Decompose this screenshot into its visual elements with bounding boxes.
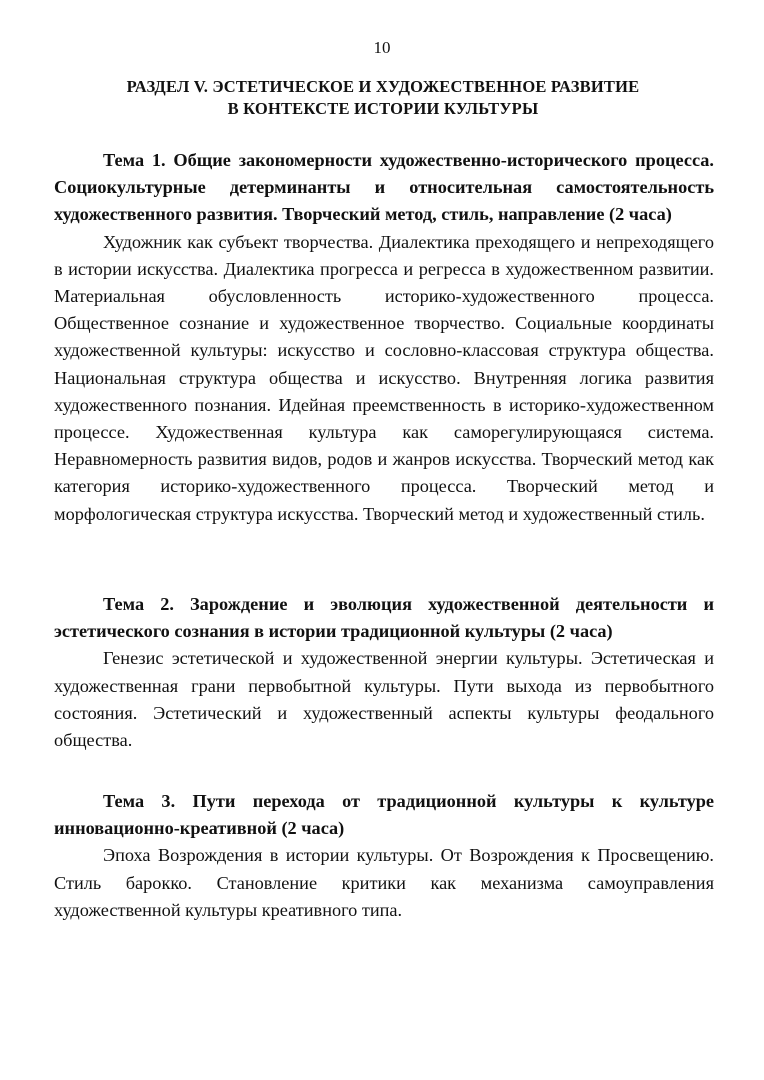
topic-3-heading: Тема 3. Пути перехода от традиционной культуры к культуре инновационно-креативной (2 часа) <box>54 791 714 839</box>
section-title-line-1: РАЗДЕЛ V. ЭСТЕТИЧЕСКОЕ И ХУДОЖЕСТВЕННОЕ РАЗВИТИЕ <box>126 77 640 96</box>
topic-3-text: Эпоха Возрождения в истории культуры. От Возрождения к Просвещению. Стиль барокко. Становление критики как механизма самоуправления художественной культуры креативного типа. <box>54 845 714 920</box>
page-number: 10 <box>373 38 391 57</box>
topic-2-text: Генезис эстетической и художественной энергии культуры. Эстетическая и художественная грани первобытной культуры. Пути выхода из первобытного состояния. Эстетический и художественный аспекты культуры феодального общества. <box>54 648 714 751</box>
topic-2 <box>54 591 714 754</box>
topic-2-heading: Тема 2. Зарождение и эволюция художественной деятельности и эстетического сознания в истории традиционной культуры (2 часа) <box>54 594 714 642</box>
topic-3 <box>54 788 714 924</box>
section-title <box>60 76 706 120</box>
topic-1-heading: Тема 1. Общие закономерности художественно-исторического процесса. Социокультурные детерминанты и относительная самостоятельность художественного развития. Творческий метод, стиль, направление (2 часа) <box>54 150 714 225</box>
topic-1 <box>54 147 714 528</box>
section-title-line-2: В КОНТЕКСТЕ ИСТОРИИ КУЛЬТУРЫ <box>227 99 539 118</box>
topic-1-text: Художник как субъект творчества. Диалектика преходящего и непреходящего в истории искусства. Диалектика прогресса и регресса в художественном развитии. Материальная обусловленность историко-художественного процесса. Общественное сознание и художественное творчество. Социальные координаты художественной культуры: искусство и сословно-классовая структура общества. Национальная структура общества и искусство. Внутренняя логика развития художественного познания. Идейная преемственность в историко-художественном процессе. Художественная культура как саморегулирующаяся система. Неравномерность развития видов, родов и жанров искусства. Творческий метод как категория историко-художественного процесса. Творческий метод и морфологическая структура искусства. Творческий метод и художественный стиль. <box>54 231 714 524</box>
